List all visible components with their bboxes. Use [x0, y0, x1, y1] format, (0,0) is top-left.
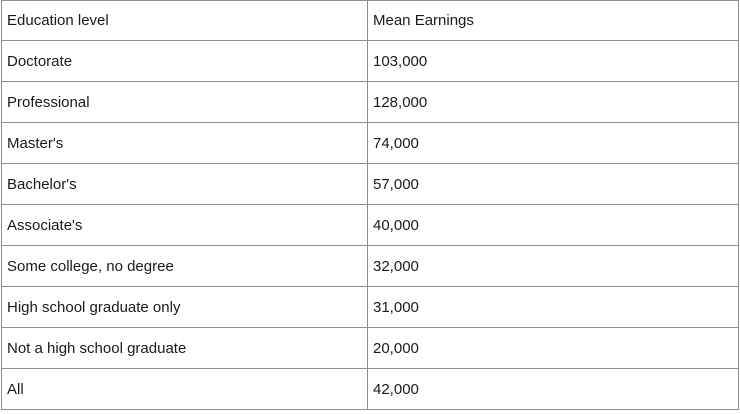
mean-earnings-cell: 20,000: [368, 328, 739, 369]
mean-earnings-cell: 32,000: [368, 246, 739, 287]
table-row: [2, 41, 739, 82]
table-row: [2, 246, 739, 287]
mean-earnings-cell: 31,000: [368, 287, 739, 328]
header-education-level: Education level: [2, 1, 368, 41]
education-level-cell: All: [2, 369, 368, 410]
header-mean-earnings: Mean Earnings: [368, 1, 739, 41]
table-header-row: [2, 1, 739, 41]
education-level-cell: High school graduate only: [2, 287, 368, 328]
education-level-cell: Not a high school graduate: [2, 328, 368, 369]
table-row: [2, 82, 739, 123]
education-level-cell: Professional: [2, 82, 368, 123]
table-row: [2, 287, 739, 328]
table-row: [2, 328, 739, 369]
table-row: [2, 123, 739, 164]
table-row: [2, 205, 739, 246]
education-level-cell: Some college, no degree: [2, 246, 368, 287]
education-level-cell: Bachelor's: [2, 164, 368, 205]
earnings-table: [1, 0, 739, 410]
earnings-table-container: [1, 0, 738, 410]
mean-earnings-cell: 103,000: [368, 41, 739, 82]
education-level-cell: Doctorate: [2, 41, 368, 82]
mean-earnings-cell: 128,000: [368, 82, 739, 123]
table-row: [2, 164, 739, 205]
education-level-cell: Associate's: [2, 205, 368, 246]
mean-earnings-cell: 74,000: [368, 123, 739, 164]
table-row-total: [2, 369, 739, 410]
education-level-cell: Master's: [2, 123, 368, 164]
mean-earnings-cell: 42,000: [368, 369, 739, 410]
mean-earnings-cell: 40,000: [368, 205, 739, 246]
mean-earnings-cell: 57,000: [368, 164, 739, 205]
